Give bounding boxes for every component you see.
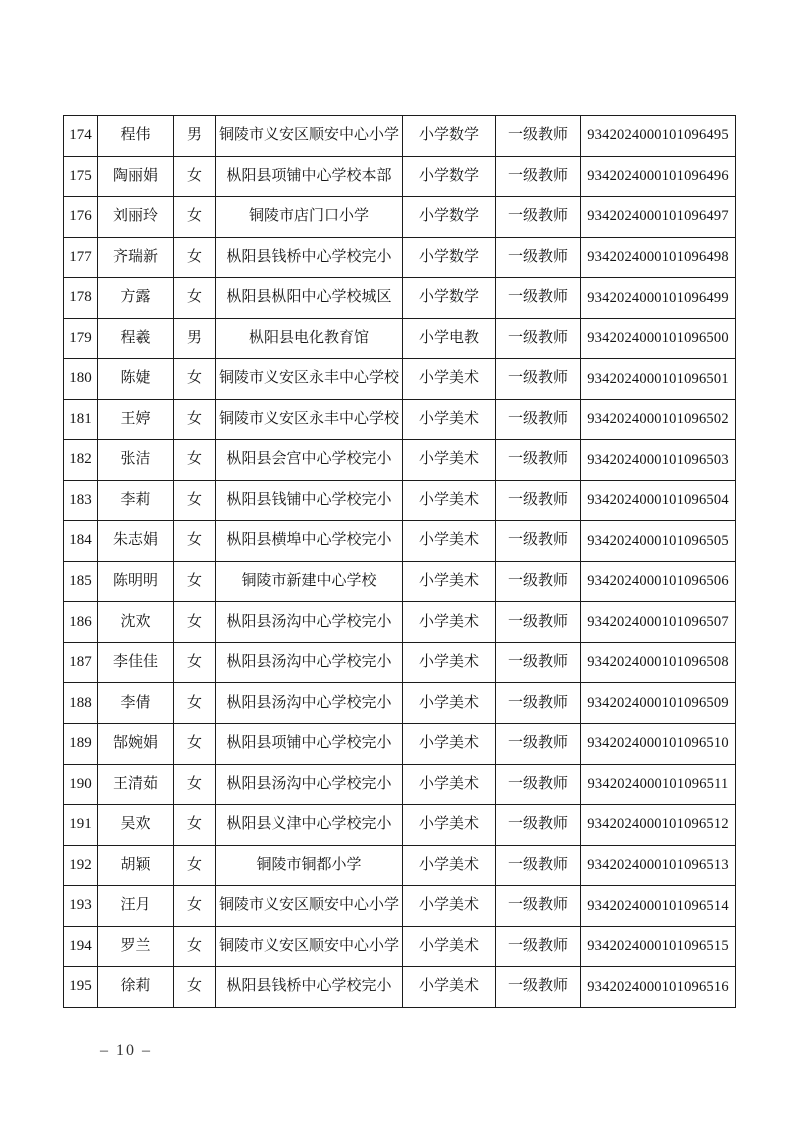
title-cell: 一级教师 (496, 683, 581, 724)
cert-no-cell: 9342024000101096506 (581, 561, 736, 602)
cert-no-cell: 9342024000101096515 (581, 926, 736, 967)
subject-cell: 小学数学 (403, 197, 496, 238)
table-row (64, 399, 736, 440)
title-cell: 一级教师 (496, 480, 581, 521)
title-cell: 一级教师 (496, 197, 581, 238)
subject-cell: 小学数学 (403, 237, 496, 278)
gender-cell: 女 (174, 440, 216, 481)
seq-cell: 194 (64, 926, 98, 967)
name-cell: 方露 (98, 278, 174, 319)
gender-cell: 女 (174, 683, 216, 724)
table-row (64, 723, 736, 764)
school-cell: 枞阳县钱桥中心学校完小 (216, 967, 403, 1008)
subject-cell: 小学美术 (403, 642, 496, 683)
seq-cell: 177 (64, 237, 98, 278)
gender-cell: 女 (174, 764, 216, 805)
seq-cell: 174 (64, 116, 98, 157)
table-row (64, 642, 736, 683)
seq-cell: 191 (64, 805, 98, 846)
cert-no-cell: 9342024000101096503 (581, 440, 736, 481)
subject-cell: 小学美术 (403, 683, 496, 724)
subject-cell: 小学美术 (403, 399, 496, 440)
school-cell: 枞阳县钱桥中心学校完小 (216, 237, 403, 278)
teacher-roster-table (63, 115, 736, 1008)
name-cell: 陈婕 (98, 359, 174, 400)
seq-cell: 182 (64, 440, 98, 481)
gender-cell: 男 (174, 116, 216, 157)
page-number: – 10 – (100, 1042, 152, 1059)
title-cell: 一级教师 (496, 561, 581, 602)
cert-no-cell: 9342024000101096505 (581, 521, 736, 562)
seq-cell: 192 (64, 845, 98, 886)
gender-cell: 女 (174, 399, 216, 440)
table-row (64, 845, 736, 886)
table-row (64, 926, 736, 967)
seq-cell: 189 (64, 723, 98, 764)
seq-cell: 188 (64, 683, 98, 724)
school-cell: 铜陵市义安区顺安中心小学 (216, 886, 403, 927)
table-row (64, 521, 736, 562)
name-cell: 程羲 (98, 318, 174, 359)
table-row (64, 683, 736, 724)
name-cell: 朱志娟 (98, 521, 174, 562)
cert-no-cell: 9342024000101096512 (581, 805, 736, 846)
name-cell: 李倩 (98, 683, 174, 724)
cert-no-cell: 9342024000101096501 (581, 359, 736, 400)
gender-cell: 女 (174, 197, 216, 238)
school-cell: 枞阳县横埠中心学校完小 (216, 521, 403, 562)
subject-cell: 小学数学 (403, 278, 496, 319)
gender-cell: 女 (174, 602, 216, 643)
gender-cell: 女 (174, 156, 216, 197)
school-cell: 铜陵市义安区永丰中心学校 (216, 359, 403, 400)
school-cell: 铜陵市义安区顺安中心小学 (216, 116, 403, 157)
name-cell: 王婷 (98, 399, 174, 440)
school-cell: 枞阳县项铺中心学校完小 (216, 723, 403, 764)
school-cell: 枞阳县汤沟中心学校完小 (216, 683, 403, 724)
school-cell: 铜陵市义安区永丰中心学校 (216, 399, 403, 440)
roster-table-body (64, 116, 736, 1008)
gender-cell: 女 (174, 237, 216, 278)
name-cell: 张洁 (98, 440, 174, 481)
gender-cell: 女 (174, 359, 216, 400)
subject-cell: 小学美术 (403, 561, 496, 602)
subject-cell: 小学美术 (403, 967, 496, 1008)
name-cell: 胡颖 (98, 845, 174, 886)
subject-cell: 小学数学 (403, 116, 496, 157)
subject-cell: 小学美术 (403, 602, 496, 643)
name-cell: 齐瑞新 (98, 237, 174, 278)
title-cell: 一级教师 (496, 602, 581, 643)
table-row (64, 359, 736, 400)
seq-cell: 186 (64, 602, 98, 643)
seq-cell: 193 (64, 886, 98, 927)
gender-cell: 女 (174, 561, 216, 602)
school-cell: 枞阳县电化教育馆 (216, 318, 403, 359)
gender-cell: 女 (174, 845, 216, 886)
table-row (64, 237, 736, 278)
subject-cell: 小学美术 (403, 723, 496, 764)
cert-no-cell: 9342024000101096504 (581, 480, 736, 521)
gender-cell: 女 (174, 967, 216, 1008)
cert-no-cell: 9342024000101096500 (581, 318, 736, 359)
name-cell: 郜婉娟 (98, 723, 174, 764)
gender-cell: 女 (174, 886, 216, 927)
school-cell: 枞阳县汤沟中心学校完小 (216, 602, 403, 643)
name-cell: 王清茹 (98, 764, 174, 805)
gender-cell: 女 (174, 278, 216, 319)
title-cell: 一级教师 (496, 926, 581, 967)
title-cell: 一级教师 (496, 156, 581, 197)
cert-no-cell: 9342024000101096509 (581, 683, 736, 724)
school-cell: 枞阳县义津中心学校完小 (216, 805, 403, 846)
cert-no-cell: 9342024000101096499 (581, 278, 736, 319)
seq-cell: 185 (64, 561, 98, 602)
table-row (64, 602, 736, 643)
table-row (64, 440, 736, 481)
title-cell: 一级教师 (496, 237, 581, 278)
name-cell: 程伟 (98, 116, 174, 157)
cert-no-cell: 9342024000101096498 (581, 237, 736, 278)
seq-cell: 190 (64, 764, 98, 805)
subject-cell: 小学美术 (403, 805, 496, 846)
seq-cell: 181 (64, 399, 98, 440)
cert-no-cell: 9342024000101096497 (581, 197, 736, 238)
title-cell: 一级教师 (496, 967, 581, 1008)
seq-cell: 179 (64, 318, 98, 359)
name-cell: 刘丽玲 (98, 197, 174, 238)
name-cell: 沈欢 (98, 602, 174, 643)
table-row (64, 967, 736, 1008)
table-row (64, 278, 736, 319)
cert-no-cell: 9342024000101096513 (581, 845, 736, 886)
title-cell: 一级教师 (496, 723, 581, 764)
name-cell: 陶丽娟 (98, 156, 174, 197)
cert-no-cell: 9342024000101096495 (581, 116, 736, 157)
table-row (64, 561, 736, 602)
title-cell: 一级教师 (496, 440, 581, 481)
cert-no-cell: 9342024000101096502 (581, 399, 736, 440)
school-cell: 枞阳县项铺中心学校本部 (216, 156, 403, 197)
title-cell: 一级教师 (496, 318, 581, 359)
gender-cell: 女 (174, 805, 216, 846)
gender-cell: 女 (174, 521, 216, 562)
name-cell: 汪月 (98, 886, 174, 927)
subject-cell: 小学美术 (403, 926, 496, 967)
cert-no-cell: 9342024000101096508 (581, 642, 736, 683)
cert-no-cell: 9342024000101096496 (581, 156, 736, 197)
school-cell: 铜陵市铜都小学 (216, 845, 403, 886)
seq-cell: 180 (64, 359, 98, 400)
name-cell: 李佳佳 (98, 642, 174, 683)
name-cell: 李莉 (98, 480, 174, 521)
table-row (64, 197, 736, 238)
subject-cell: 小学美术 (403, 521, 496, 562)
school-cell: 枞阳县汤沟中心学校完小 (216, 764, 403, 805)
name-cell: 陈明明 (98, 561, 174, 602)
school-cell: 枞阳县钱铺中心学校完小 (216, 480, 403, 521)
subject-cell: 小学美术 (403, 764, 496, 805)
subject-cell: 小学电教 (403, 318, 496, 359)
seq-cell: 184 (64, 521, 98, 562)
gender-cell: 女 (174, 723, 216, 764)
title-cell: 一级教师 (496, 764, 581, 805)
seq-cell: 195 (64, 967, 98, 1008)
school-cell: 铜陵市店门口小学 (216, 197, 403, 238)
gender-cell: 女 (174, 642, 216, 683)
cert-no-cell: 9342024000101096510 (581, 723, 736, 764)
table-row (64, 764, 736, 805)
title-cell: 一级教师 (496, 521, 581, 562)
title-cell: 一级教师 (496, 886, 581, 927)
cert-no-cell: 9342024000101096514 (581, 886, 736, 927)
table-row (64, 886, 736, 927)
subject-cell: 小学美术 (403, 480, 496, 521)
title-cell: 一级教师 (496, 399, 581, 440)
title-cell: 一级教师 (496, 116, 581, 157)
table-row (64, 116, 736, 157)
title-cell: 一级教师 (496, 845, 581, 886)
name-cell: 吴欢 (98, 805, 174, 846)
seq-cell: 187 (64, 642, 98, 683)
title-cell: 一级教师 (496, 278, 581, 319)
school-cell: 枞阳县汤沟中心学校完小 (216, 642, 403, 683)
table-row (64, 480, 736, 521)
subject-cell: 小学美术 (403, 359, 496, 400)
table-row (64, 318, 736, 359)
title-cell: 一级教师 (496, 359, 581, 400)
school-cell: 枞阳县会宫中心学校完小 (216, 440, 403, 481)
title-cell: 一级教师 (496, 642, 581, 683)
gender-cell: 女 (174, 480, 216, 521)
subject-cell: 小学美术 (403, 886, 496, 927)
seq-cell: 175 (64, 156, 98, 197)
subject-cell: 小学美术 (403, 440, 496, 481)
table-row (64, 156, 736, 197)
school-cell: 铜陵市新建中心学校 (216, 561, 403, 602)
name-cell: 罗兰 (98, 926, 174, 967)
subject-cell: 小学美术 (403, 845, 496, 886)
title-cell: 一级教师 (496, 805, 581, 846)
name-cell: 徐莉 (98, 967, 174, 1008)
gender-cell: 男 (174, 318, 216, 359)
cert-no-cell: 9342024000101096507 (581, 602, 736, 643)
gender-cell: 女 (174, 926, 216, 967)
school-cell: 铜陵市义安区顺安中心小学 (216, 926, 403, 967)
table-row (64, 805, 736, 846)
seq-cell: 183 (64, 480, 98, 521)
seq-cell: 178 (64, 278, 98, 319)
cert-no-cell: 9342024000101096516 (581, 967, 736, 1008)
subject-cell: 小学数学 (403, 156, 496, 197)
cert-no-cell: 9342024000101096511 (581, 764, 736, 805)
seq-cell: 176 (64, 197, 98, 238)
school-cell: 枞阳县枞阳中心学校城区 (216, 278, 403, 319)
